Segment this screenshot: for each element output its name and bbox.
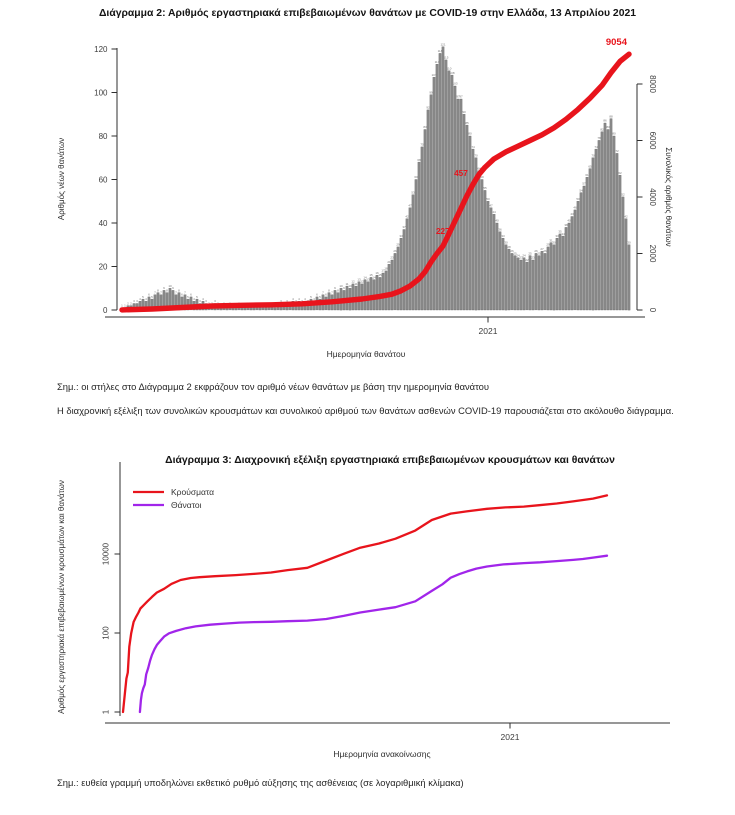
bar-value-label: 2 (127, 301, 129, 306)
bar-value-label: 10 (348, 283, 352, 288)
bar-value-label: 8 (157, 288, 159, 293)
bar (418, 162, 420, 310)
bar (562, 236, 564, 310)
bar-value-label: 3 (280, 299, 282, 304)
bar (403, 230, 405, 311)
bar-value-label: 3 (307, 299, 309, 304)
bar-value-label: 4 (193, 297, 195, 301)
bar-value-label: 11 (354, 281, 358, 286)
bar (607, 130, 609, 311)
bar (628, 245, 630, 310)
x-axis-title: Ημερομηνία ανακοίνωσης (333, 749, 431, 759)
bar-value-label: 34 (561, 231, 565, 236)
bar-value-label: 90 (462, 110, 466, 114)
bar-value-label: 62 (618, 170, 622, 175)
bar (469, 136, 471, 310)
bar-value-label: 35 (558, 229, 562, 234)
bar (493, 214, 495, 310)
chart2-caption: Διάγραμμα 2: Αριθμός εργαστηριακά επιβεβαιωμένων θανάτων με COVID-19 στην Ελλάδα, 13 Απριλίου 2021 (98, 8, 637, 19)
bar (382, 273, 384, 310)
bar (457, 99, 459, 310)
bar (592, 158, 594, 310)
bar (442, 47, 444, 310)
bar-value-label: 5 (319, 294, 321, 299)
bar-value-label: 7 (154, 290, 156, 295)
bar (601, 132, 603, 310)
bar (244, 308, 246, 310)
bar-value-label: 2 (229, 301, 231, 306)
bar-value-label: 103 (452, 81, 458, 86)
y-tick-label: 120 (94, 44, 108, 54)
bar-value-label: 30 (627, 240, 631, 245)
bar (445, 60, 447, 310)
bar-value-label: 2 (238, 301, 240, 306)
series-line-cases (123, 495, 607, 712)
bar (400, 238, 402, 310)
bar-value-label: 2 (256, 301, 258, 306)
bar (514, 256, 516, 310)
bar-value-label: 24 (522, 253, 526, 258)
bar-value-label: 18 (384, 266, 388, 271)
bar-value-label: 4 (298, 297, 300, 301)
bar (583, 186, 585, 310)
bar-value-label: 52 (621, 192, 625, 197)
bar (364, 280, 366, 310)
bar-value-label: 50 (486, 196, 490, 201)
bar-value-label: 1 (124, 303, 126, 308)
bar-value-label: 2 (211, 301, 213, 306)
y-tick-label: 100 (94, 88, 108, 98)
bar (397, 247, 399, 310)
bar (595, 149, 597, 310)
bar-value-label: 46 (573, 205, 577, 210)
bar (553, 245, 555, 310)
bar (484, 190, 486, 310)
bar-value-label: 12 (351, 279, 355, 284)
bar-value-label: 1 (259, 303, 261, 308)
legend-label: Κρούσματα (171, 487, 215, 497)
bar (520, 260, 522, 310)
bar-value-label: 115 (443, 55, 449, 60)
bar (589, 169, 591, 310)
bar-value-label: 74 (594, 144, 598, 149)
bar (250, 308, 252, 310)
bar-value-label: 9 (343, 286, 345, 291)
bar-value-label: 28 (507, 244, 511, 249)
bar-value-label: 72 (615, 149, 619, 154)
bar-value-label: 29 (546, 242, 550, 247)
bar (526, 262, 528, 310)
bar-value-label: 113 (434, 59, 440, 64)
bar-value-label: 40 (495, 218, 499, 223)
bar (388, 264, 390, 310)
bar (430, 95, 432, 310)
bar-value-label: 36 (498, 227, 502, 232)
bar-value-label: 2 (208, 301, 210, 306)
bar (547, 247, 549, 310)
bar-value-label: 80 (468, 131, 472, 136)
bar (556, 238, 558, 310)
bar-value-label: 60 (480, 175, 484, 180)
bar (523, 258, 525, 310)
bar-value-label: 68 (417, 157, 421, 162)
bar (463, 114, 465, 310)
bar (541, 251, 543, 310)
bar (241, 308, 243, 310)
bar (550, 243, 552, 310)
bar-value-label: 2 (217, 301, 219, 306)
bar-value-label: 42 (624, 214, 628, 219)
bar-value-label: 26 (543, 249, 547, 254)
bar-value-label: 26 (534, 249, 538, 254)
bar-value-label: 2 (268, 301, 270, 306)
bar-value-label: 5 (196, 294, 198, 299)
bar-value-label: 1 (121, 303, 123, 308)
bar (466, 125, 468, 310)
bar-value-label: 2 (223, 301, 225, 306)
bar (409, 208, 411, 310)
milestone-label: 227 (436, 226, 450, 236)
bar-value-label: 3 (301, 299, 303, 304)
bar-value-label: 61 (585, 173, 589, 177)
bar-value-label: 1 (226, 303, 228, 308)
bar-value-label: 21 (387, 260, 391, 264)
bar-value-label: 6 (190, 292, 192, 297)
bar-value-label: 25 (513, 251, 517, 256)
bar-value-label: 97 (459, 94, 463, 99)
bar (616, 153, 618, 310)
bar-value-label: 53 (411, 190, 415, 195)
bar-value-label: 8 (178, 288, 180, 293)
bar (412, 195, 414, 310)
bar-value-label: 47 (489, 203, 493, 208)
bar-value-label: 31 (549, 238, 553, 243)
y-tick-label: 60 (98, 175, 108, 185)
series-line-deaths (140, 556, 607, 712)
bar-value-label: 4 (292, 297, 294, 301)
bar-value-label: 55 (483, 186, 487, 191)
bar-value-label: 2 (262, 301, 264, 306)
bar (436, 64, 438, 310)
bar-value-label: 9 (172, 286, 174, 291)
bar (487, 201, 489, 310)
bar-value-label: 60 (414, 175, 418, 180)
bar (472, 149, 474, 310)
bar-value-label: 57 (582, 181, 586, 186)
y-tick-label: 40 (98, 218, 108, 228)
bar-value-label: 40 (567, 218, 571, 223)
bar (370, 277, 372, 310)
bar-value-label: 10 (339, 283, 343, 288)
bar-value-label: 44 (492, 210, 496, 214)
bar (571, 217, 573, 311)
bar-value-label: 74 (471, 144, 475, 149)
y-tick-label: 100 (101, 626, 111, 640)
bar (598, 140, 600, 310)
bar (529, 256, 531, 310)
bar (274, 308, 276, 310)
bar-value-label: 9 (163, 286, 165, 291)
bar-value-label: 6 (181, 292, 183, 297)
bar-value-label: 3 (286, 299, 288, 304)
bar-value-label: 118 (437, 49, 443, 54)
bar-value-label: 6 (325, 292, 327, 297)
bar-value-label: 107 (431, 73, 437, 77)
bar-value-label: 70 (474, 153, 478, 158)
bar-value-label: 23 (390, 255, 394, 260)
bar (454, 86, 456, 310)
bar (532, 260, 534, 310)
bar-value-label: 6 (148, 292, 150, 297)
bar-value-label: 4 (313, 297, 315, 301)
bar-value-label: 33 (555, 233, 559, 238)
bar-value-label: 42 (405, 214, 409, 219)
bar-value-label: 2 (277, 301, 279, 306)
bar-value-label: 33 (399, 233, 403, 238)
bar-value-label: 30 (504, 240, 508, 245)
bar-value-label: 5 (187, 294, 189, 299)
bar (613, 136, 615, 310)
bar-value-label: 7 (175, 290, 177, 295)
bar-value-label: 12 (360, 279, 364, 284)
bar-value-label: 4 (145, 297, 147, 301)
bar (508, 249, 510, 310)
bar (394, 253, 396, 310)
bar-value-label: 1 (244, 303, 246, 308)
bar-value-label: 24 (516, 253, 520, 258)
right-y-axis-title: Συνολικός αριθμός θανάτων (664, 147, 673, 247)
bar-value-label: 1 (265, 303, 267, 308)
bar (577, 201, 579, 310)
bar-value-label: 5 (142, 294, 144, 299)
bar-value-label: 4 (304, 297, 306, 301)
y-tick-label: 6000 (648, 131, 657, 150)
bar-value-label: 3 (136, 299, 138, 304)
tick-labels (102, 542, 520, 742)
bar-value-label: 78 (597, 136, 601, 141)
y-tick-label: 10000 (101, 542, 111, 566)
y-tick-label: 8000 (648, 75, 657, 93)
bar-value-label: 3 (205, 299, 207, 304)
bar (574, 210, 576, 310)
bar-value-label: 65 (588, 164, 592, 169)
bar-value-label: 27 (540, 247, 544, 251)
bar (511, 253, 513, 310)
bar (253, 308, 255, 310)
bar-value-label: 4 (202, 297, 204, 301)
bar (559, 234, 561, 310)
bar-value-label: 8 (166, 288, 168, 293)
bar (358, 282, 360, 310)
bar (568, 223, 570, 310)
bar-value-label: 10 (168, 283, 172, 288)
bar-value-label: 1 (274, 303, 276, 308)
y-tick-label: 2000 (648, 244, 657, 263)
bar-value-label: 3 (295, 299, 297, 304)
bar (391, 260, 393, 310)
x-tick-label: 2021 (478, 326, 498, 336)
bar (424, 130, 426, 311)
bar-value-label: 1 (241, 303, 243, 308)
bar-value-label: 7 (331, 290, 333, 295)
bar (427, 110, 429, 310)
bar-value-label: 1 (250, 303, 252, 308)
x-axis-title: Ημερομηνία θανάτου (326, 349, 406, 359)
covid-deaths-chart (0, 0, 735, 375)
bar-value-label: 47 (408, 203, 412, 208)
bar-value-label: 1 (232, 303, 234, 308)
bar-value-label: 3 (214, 299, 216, 304)
bar-value-label: 7 (184, 290, 186, 295)
bar (451, 75, 453, 310)
bar (565, 227, 567, 310)
bar-value-label: 7 (160, 290, 162, 295)
bar-value-label: 5 (151, 294, 153, 299)
bar-value-label: 16 (375, 270, 379, 275)
left-y-axis-title: Αριθμός νέων θανάτων (57, 137, 66, 221)
bar-value-label: 85 (465, 120, 469, 125)
bar (439, 53, 441, 310)
bar (265, 308, 267, 310)
bar-value-label: 1 (220, 303, 222, 308)
bar-value-label: 6 (316, 292, 318, 297)
bar-value-label: 8 (328, 288, 330, 293)
bar-value-label: 26 (510, 249, 514, 254)
bar-value-label: 70 (591, 153, 595, 158)
bar-value-label: 23 (531, 255, 535, 260)
bar (259, 308, 261, 310)
bar-value-label: 43 (570, 212, 574, 217)
bar (544, 253, 546, 310)
bar-value-label: 14 (372, 275, 376, 280)
bar-value-label: 5 (310, 294, 312, 299)
bar-value-label: 83 (423, 125, 427, 130)
bar-value-label: 92 (426, 105, 430, 110)
bar (406, 219, 408, 310)
bar (517, 258, 519, 310)
bar (625, 219, 627, 310)
bar-value-label: 64 (477, 166, 481, 171)
bar-value-label: 9 (334, 286, 336, 291)
bar (580, 193, 582, 310)
bar-value-label: 54 (579, 188, 583, 193)
bar-value-label: 3 (199, 299, 201, 304)
bar-value-label: 33 (501, 233, 505, 238)
y-tick-label: 80 (98, 131, 108, 141)
bar-value-label: 38 (564, 223, 568, 228)
bar-value-label: 83 (606, 125, 610, 130)
bar-value-label: 2 (130, 301, 132, 306)
y-tick-label: 20 (98, 262, 108, 272)
bar-value-label: 11 (345, 281, 349, 286)
bar-value-label: 88 (609, 114, 613, 119)
bar-value-label: 2 (247, 301, 249, 306)
bar-value-label: 17 (381, 268, 385, 273)
bar (376, 275, 378, 310)
y-tick-label: 0 (103, 305, 108, 315)
bar-value-label: 26 (393, 249, 397, 254)
legend-label: Θάνατοι (171, 500, 202, 510)
bar (433, 77, 435, 310)
bar-value-label: 80 (612, 131, 616, 136)
bar-value-label: 30 (552, 240, 556, 245)
bar (496, 223, 498, 310)
y-tick-label: 0 (648, 307, 657, 313)
bar (502, 238, 504, 310)
bar-value-label: 13 (366, 277, 370, 282)
bar-value-label: 97 (456, 94, 460, 99)
milestone-label: 9054 (605, 37, 627, 49)
bar-value-label: 25 (528, 251, 532, 256)
bar-value-label: 15 (369, 273, 373, 278)
bar-value-label: 1 (253, 303, 255, 308)
bar-value-label: 29 (396, 242, 400, 247)
chart3-caption: Διάγραμμα 3: Διαχρονική εξέλιξη εργαστηριακά επιβεβαιωμένων κρουσμάτων και θανάτων (165, 455, 615, 466)
bar-value-label: 50 (576, 196, 580, 201)
bar (610, 119, 612, 310)
bar-value-label: 25 (537, 251, 541, 256)
bar-value-label: 82 (600, 127, 604, 132)
bar-value-label: 8 (337, 288, 339, 293)
bar (538, 256, 540, 310)
chart2-note: Σημ.: οι στήλες στο Διάγραμμα 2 εκφράζουν τον αριθμό νέων θανάτων με βάση την ημερομηνία θανάτου (57, 381, 490, 392)
bar (604, 123, 606, 310)
left-y-axis-title: Αριθμός εργαστηριακά επιβεβαιωμένων κρουσμάτων και θανάτων (57, 480, 66, 714)
bar (478, 171, 480, 310)
bar (490, 208, 492, 310)
bar-value-label: 99 (429, 90, 433, 95)
bar (415, 180, 417, 311)
bar-value-label: 2 (283, 301, 285, 306)
bar (421, 147, 423, 310)
bar-value-label: 14 (363, 275, 367, 280)
bar (385, 271, 387, 310)
y-tick-label: 4000 (648, 188, 657, 206)
chart3-note: Σημ.: ευθεία γραμμή υποδηλώνει εκθετικό ρυθμό αύξησης της ασθένειας (σε λογαριθμική κλίμακα) (57, 777, 464, 788)
bar-value-label: 4 (139, 297, 141, 301)
bar-value-label: 15 (378, 273, 382, 278)
bar-value-label: 2 (289, 301, 291, 306)
bar-value-label: 23 (519, 255, 523, 260)
y-tick-label: 1 (101, 709, 111, 715)
x-tick-label: 2021 (500, 732, 520, 742)
milestone-label: 457 (454, 168, 468, 178)
covid-log-chart (0, 440, 735, 770)
bar (352, 284, 354, 310)
bar-value-label: 121 (440, 42, 446, 47)
bar-value-label: 2 (271, 301, 273, 306)
body-paragraph: Η διαχρονική εξέλιξη των συνολικών κρουσμάτων και συνολικού αριθμού των θανάτων ασθενών COVID-19 παρουσιάζεται στο ακόλουθο διάγραμμα. (57, 405, 674, 416)
bar-value-label: 108 (449, 70, 455, 75)
bar-value-label: 110 (446, 66, 452, 71)
bar-value-label: 75 (420, 142, 424, 147)
bar (448, 71, 450, 310)
bar (499, 232, 501, 310)
bar-value-label: 86 (603, 118, 607, 123)
bar-value-label: 22 (525, 257, 529, 262)
bar-value-label: 3 (133, 299, 135, 304)
bar-value-label: 13 (357, 277, 361, 282)
bar (481, 180, 483, 311)
bar (505, 245, 507, 310)
bar (586, 177, 588, 310)
bar (535, 253, 537, 310)
bar-value-label: 7 (322, 290, 324, 295)
bar-value-label: 1 (235, 303, 237, 308)
bar-value-label: 37 (402, 225, 406, 230)
